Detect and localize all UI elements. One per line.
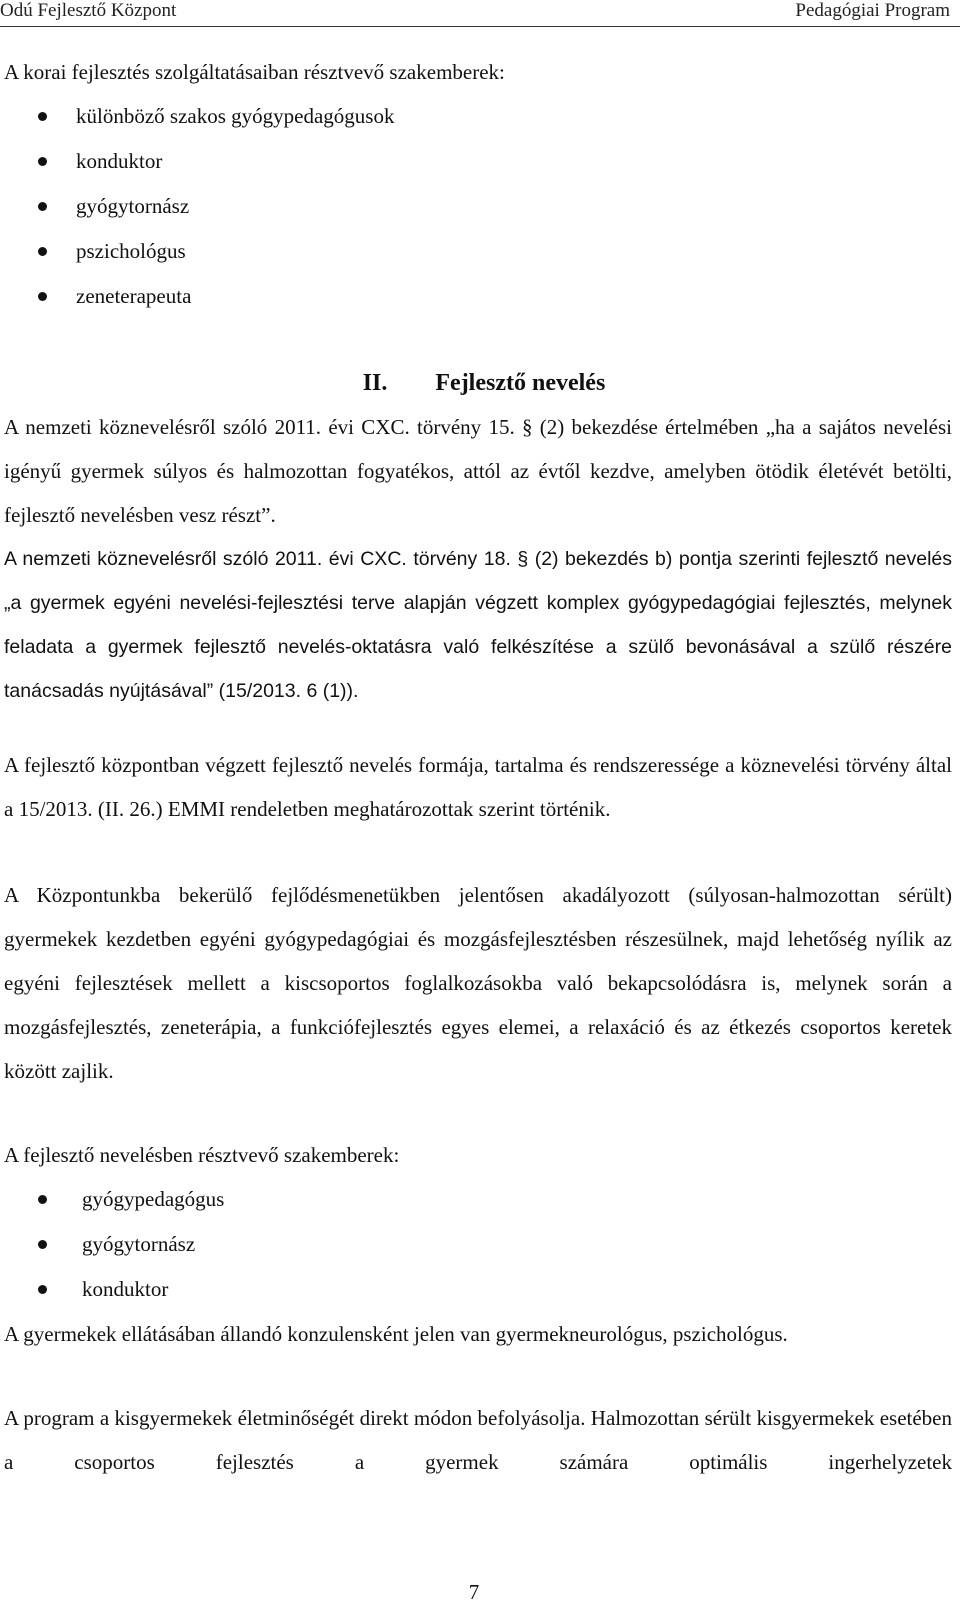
- list-item: gyógypedagógus: [4, 1177, 952, 1222]
- list-item: gyógytornász: [4, 184, 952, 229]
- header-divider: [0, 26, 960, 27]
- list-item: konduktor: [4, 139, 952, 184]
- bullet-icon: [38, 202, 47, 211]
- section-heading: [4, 361, 952, 405]
- list-item: zeneterapeuta: [4, 274, 952, 319]
- bullet-icon: [38, 247, 47, 256]
- document-body: [4, 50, 952, 1484]
- section1-list: [4, 94, 952, 319]
- list-item: pszichológus: [4, 229, 952, 274]
- page-number: 7: [468, 1580, 480, 1604]
- section1-lead: A korai fejlesztés szolgáltatásaiban résztvevő szakemberek:: [4, 60, 505, 84]
- bullet-icon: [38, 292, 47, 301]
- bullet-icon: [38, 1195, 47, 1204]
- page-header: [0, 0, 960, 26]
- paragraph-law-15: A nemzeti köznevelésről szóló 2011. évi CXC. törvény 15. § (2) bekezdése értelmében „ha a sajátos nevelési igényű gyermek súlyos és halmozottan fogyatékos, attól az évtől kezdve, amelyben ötödik életévét betölti, fejlesztő nevelésben vesz részt”.: [4, 415, 952, 527]
- list-item: különböző szakos gyógypedagógusok: [4, 94, 952, 139]
- header-organization: Odú Fejlesztő Központ: [0, 0, 177, 21]
- section-title: Fejlesztő nevelés: [435, 370, 606, 396]
- bullet-icon: [38, 112, 47, 121]
- paragraph-consultants: A gyermekek ellátásában állandó konzulensként jelen van gyermekneurológus, pszichológus.: [4, 1322, 788, 1346]
- paragraph-center-children: A Központunkba bekerülő fejlődésmenetükben jelentősen akadályozott (súlyosan-halmozottan sérült) gyermekek kezdetben egyéni gyógypedagógiai és mozgásfejlesztésben részesülnek, majd lehetőség nyílik az egyéni fejlesztések mellett a kiscsoportos foglalkozásokba való bekapcsolódásra is, melynek során a mozgásfejlesztés, zeneterápia, a funkciófejlesztés egyes elemei, a relaxáció és az étkezés csoportos keretek között zajlik.: [4, 883, 952, 1083]
- section-number: II.: [362, 370, 388, 396]
- bullet-icon: [38, 1285, 47, 1294]
- list-item: gyógytornász: [4, 1222, 952, 1267]
- paragraph-law-18: A nemzeti köznevelésről szóló 2011. évi CXC. törvény 18. § (2) bekezdés b) pontja szerinti fejlesztő nevelés „a gyermek egyéni nevelési-fejlesztési terve alapján végzett komplex gyógypedagógiai fejlesztés, melynek feladata a gyermek fejlesztő nevelés-oktatásra való felkészítése a szülő bevonásával a szülő részére tanácsadás nyújtásával” (15/2013. 6 (1)).: [4, 548, 952, 702]
- section2-list: [4, 1177, 952, 1312]
- bullet-icon: [38, 1240, 47, 1249]
- header-document-title: Pedagógiai Program: [795, 0, 950, 21]
- paragraph-program: A program a kisgyermekek életminőségét direkt módon befolyásolja. Halmozottan sérült kisgyermekek esetében a csoportos fejlesztés a gyermek számára optimális ingerhelyzetek: [4, 1406, 952, 1474]
- list-item: konduktor: [4, 1267, 952, 1312]
- section2-lead: A fejlesztő nevelésben résztvevő szakemberek:: [4, 1143, 400, 1167]
- paragraph-form-content: A fejlesztő központban végzett fejlesztő nevelés formája, tartalma és rendszeressége a köznevelési törvény által a 15/2013. (II. 26.) EMMI rendeletben meghatározottak szerint történik.: [4, 753, 952, 821]
- bullet-icon: [38, 157, 47, 166]
